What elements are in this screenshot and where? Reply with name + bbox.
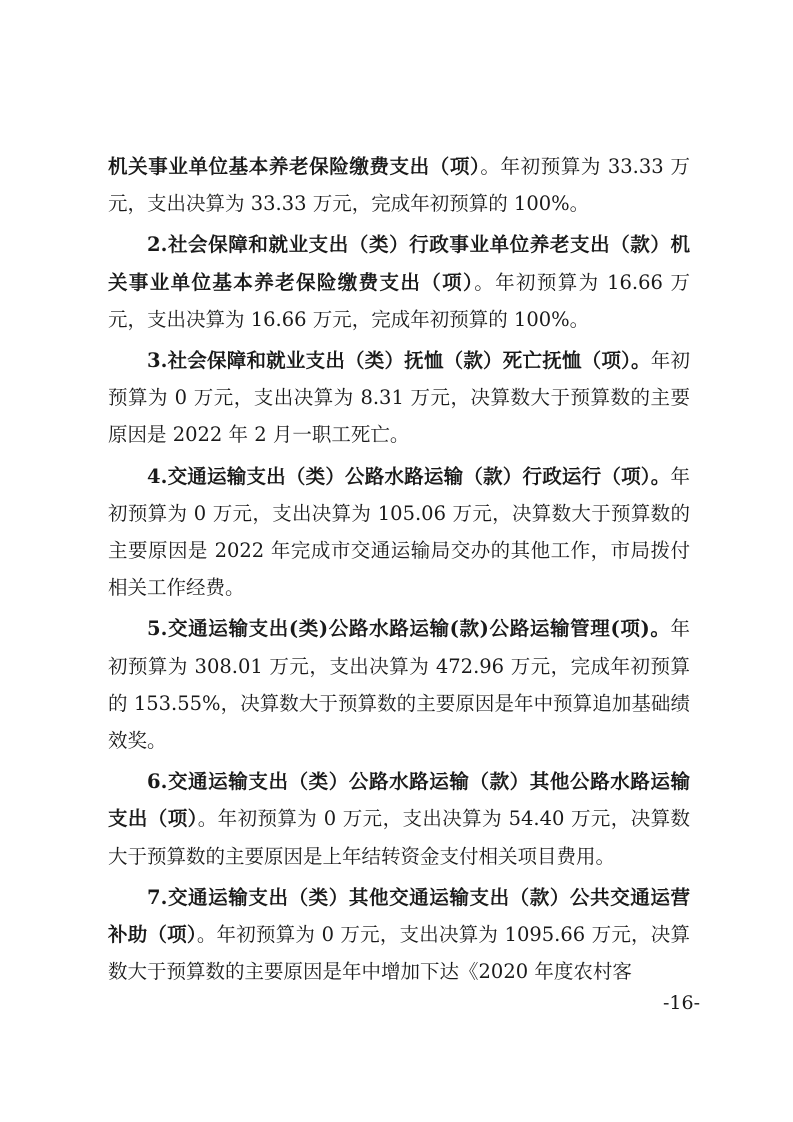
paragraph-7 bbox=[108, 879, 690, 991]
paragraph-1 bbox=[108, 148, 690, 222]
paragraph-7-text: 。年初预算为 0 万元，支出决算为 1095.66 万元，决算数大于预算数的主要原因是年中增加下达《2020 年度农村客 bbox=[108, 923, 690, 984]
paragraph-5 bbox=[108, 610, 690, 759]
paragraph-2-heading: 2.社会保障和就业支出（类）行政事业单位养老支出（款）机关事业单位基本养老保险缴费支出（项） bbox=[108, 233, 690, 294]
paragraph-1-heading: 机关事业单位基本养老保险缴费支出（项） bbox=[108, 155, 481, 178]
paragraph-2-text: 。年初预算为 16.66 万元，支出决算为 16.66 万元，完成年初预算的 100%。 bbox=[108, 270, 690, 331]
paragraph-6-heading: 6.交通运输支出（类）公路水路运输（款）其他公路水路运输支出（项） bbox=[108, 770, 690, 831]
paragraph-5-heading: 5.交通运输支出(类)公路水路运输(款)公路运输管理(项)。 bbox=[147, 617, 671, 641]
paragraph-4-text: 年初预算为 0 万元，支出决算为 105.06 万元，决算数大于预算数的主要原因是 2022 年完成市交通运输局交办的其他工作，市局拨付相关工作经费。 bbox=[108, 464, 690, 600]
paragraph-1-text: 。年初预算为 33.33 万元，支出决算为 33.33 万元，完成年初预算的 100%。 bbox=[108, 155, 690, 216]
paragraph-6-text: 。年初预算为 0 万元，支出决算为 54.40 万元，决算数大于预算数的主要原因是上年结转资金支付相关项目费用。 bbox=[108, 807, 690, 868]
document-body bbox=[108, 148, 690, 994]
paragraph-4-heading: 4.交通运输支出（类）公路水路运输（款）行政运行（项）。 bbox=[147, 464, 671, 488]
paragraph-7-heading: 7.交通运输支出（类）其他交通运输支出（款）公共交通运营补助（项） bbox=[108, 885, 690, 947]
page-number: -16- bbox=[662, 992, 700, 1014]
paragraph-3-text: 年初预算为 0 万元，支出决算为 8.31 万元，决算数大于预算数的主要原因是 2022 年 2 月一职工死亡。 bbox=[108, 349, 690, 447]
paragraph-3 bbox=[108, 342, 690, 454]
paragraph-3-heading: 3.社会保障和就业支出（类）抚恤（款）死亡抚恤（项）。 bbox=[147, 349, 651, 373]
paragraph-5-text: 年初预算为 308.01 万元，支出决算为 472.96 万元，完成年初预算的 153.55%，决算数大于预算数的主要原因是年中预算追加基础绩效奖。 bbox=[108, 617, 690, 753]
paragraph-2 bbox=[108, 226, 690, 338]
paragraph-6 bbox=[108, 763, 690, 875]
paragraph-4 bbox=[108, 458, 690, 607]
